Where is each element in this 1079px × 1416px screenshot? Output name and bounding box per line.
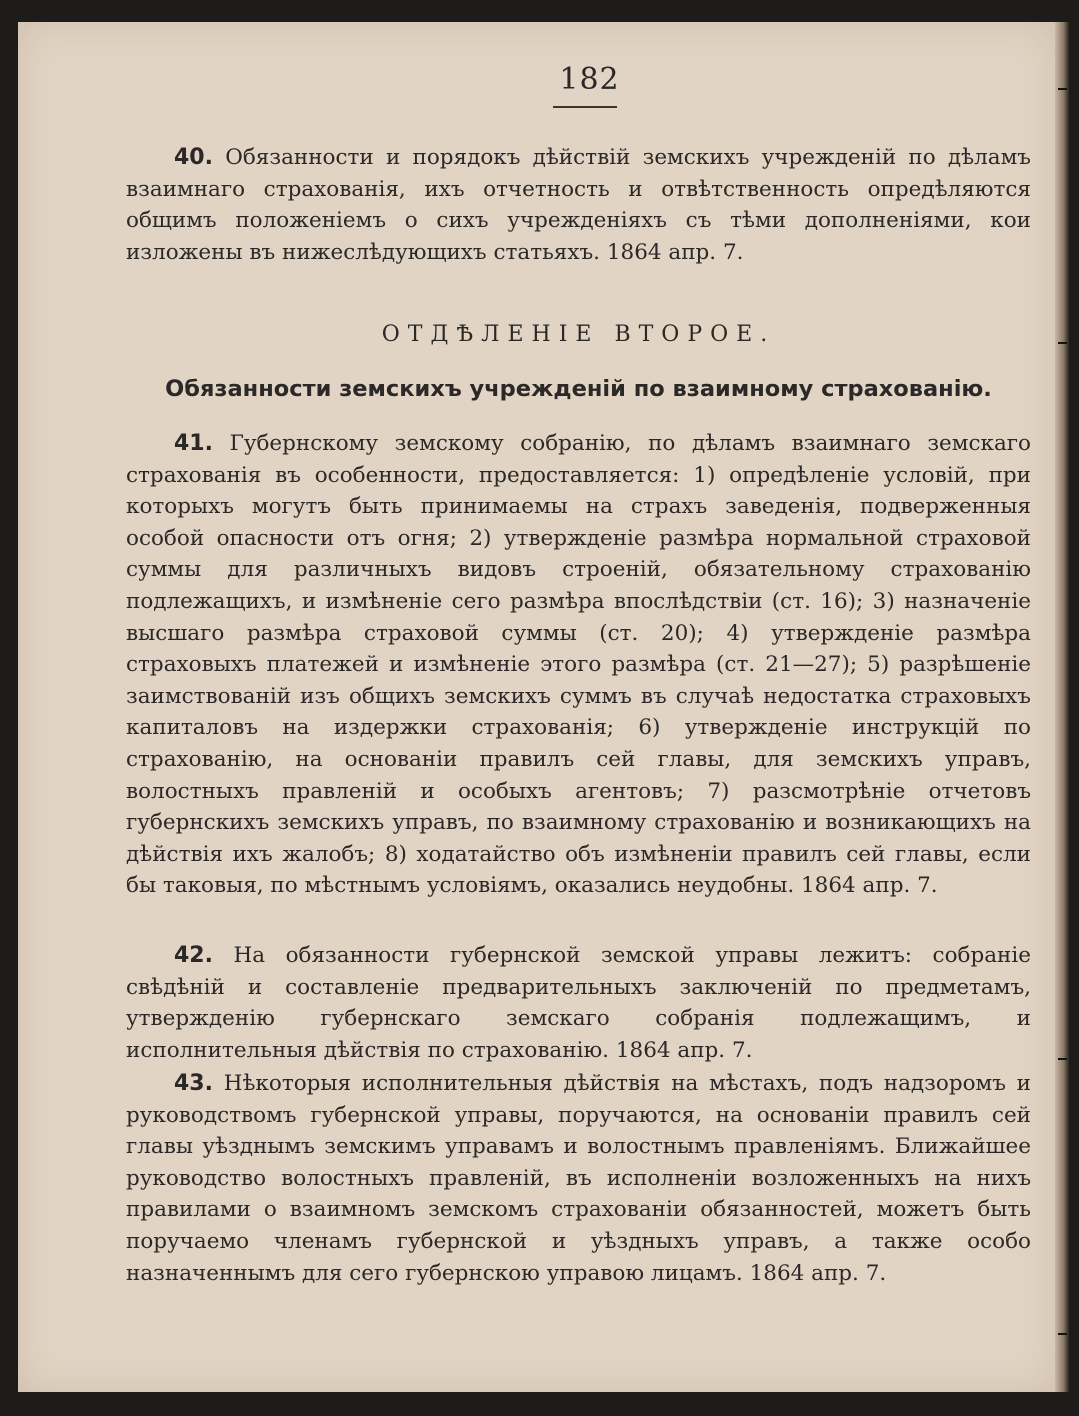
article-text: Нѣкоторыя исполнительныя дѣйствія на мѣстахъ, подъ надзоромъ и руководствомъ губернской управы, поручаются, на основаніи правилъ сей главы уѣзднымъ земскимъ управамъ и волостнымъ правленіямъ. Ближайшее руководство волостныхъ правленій, въ исполненіи возложенныхъ на нихъ правилами о взаимномъ земскомъ страхованіи обязанностей, можетъ быть поручаемо членамъ губернской и уѣздныхъ управъ, а также особо назначеннымъ для сего губернскою управою лицамъ. 1864 апр. 7. — [126, 1071, 1032, 1286]
edge-mark — [1058, 342, 1067, 344]
article-number: 43. — [174, 1071, 213, 1096]
article-40 — [126, 142, 1031, 268]
edge-mark — [1058, 1058, 1067, 1060]
article-number: 40. — [174, 145, 213, 170]
article-41 — [126, 428, 1031, 902]
binding-edge — [1055, 22, 1069, 1392]
article-text: Обязанности и порядокъ дѣйствій земскихъ учрежденій по дѣламъ взаимнаго страхованія, ихъ отчетность и отвѣтственность опредѣляются общимъ положеніемъ о сихъ учрежденіяхъ съ тѣми дополненіями, кои изложены въ нижеслѣдующихъ статьяхъ. 1864 апр. 7. — [126, 145, 1031, 265]
article-number: 41. — [174, 431, 213, 456]
article-text: Губернскому земскому собранію, по дѣламъ взаимнаго земскаго страхованія въ особенности, предоставляется: 1) опредѣленіе условій, при которыхъ могутъ быть принимаемы на страхъ заведенія, подверженныя особой опасности отъ огня; 2) утвержденіе размѣра нормальной страховой суммы для различныхъ видовъ строеній, обязательному страхованію подлежащихъ, и измѣненіе сего размѣра впослѣдствіи (ст. 16); 3) назначеніе высшаго размѣра страховой суммы (ст. 20); 4) утвержденіе размѣра страховыхъ платежей и измѣненіе этого размѣра (ст. 21—27); 5) разрѣшеніе заимствованій изъ общихъ земскихъ суммъ въ случаѣ недостатка страховыхъ капиталовъ на издержки страхованія; 6) утвержденіе инструкцій по страхованію, на основаніи правилъ сей главы, для земскихъ управъ, волостныхъ правленій и особыхъ агентовъ; 7) разсмотрѣніе отчетовъ губернскихъ земскихъ управъ, по взаимному страхованію и возникающихъ на дѣйствія ихъ жалобъ; 8) ходатайство объ измѣненіи правилъ сей главы, если бы таковыя, по мѣстнымъ условіямъ, оказались неудобны. 1864 апр. 7. — [126, 431, 1031, 899]
article-43 — [126, 1068, 1031, 1289]
article-text: На обязанности губернской земской управы лежитъ: собраніе свѣдѣній и составленіе предварительныхъ заключеній по предметамъ, утвержденію губернскаго земскаго собранія подлежащимъ, и исполнительныя дѣйствія по страхованію. 1864 апр. 7. — [126, 943, 1031, 1063]
page-number: 182 — [559, 62, 620, 97]
section-title: ОТДѢЛЕНІЕ ВТОРОЕ. — [381, 322, 776, 347]
article-number: 42. — [174, 943, 213, 968]
page-number-underline — [553, 106, 617, 108]
article-42 — [126, 940, 1031, 1066]
section-heading: Обязанности земскихъ учрежденій по взаимному страхованію. — [165, 376, 992, 402]
edge-mark — [1058, 1333, 1067, 1335]
